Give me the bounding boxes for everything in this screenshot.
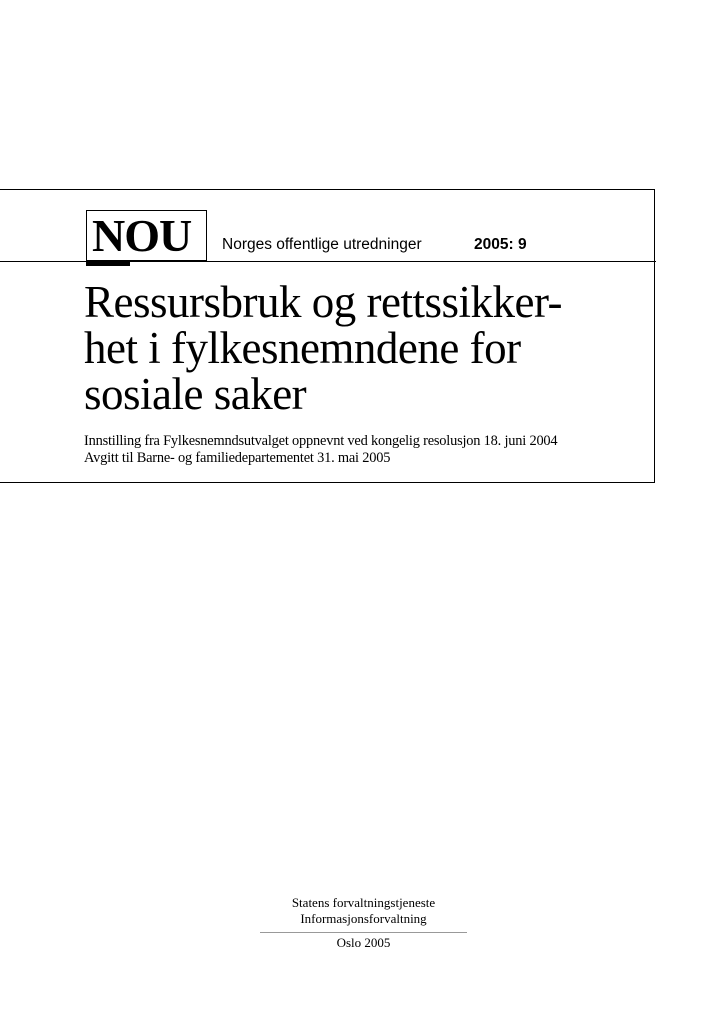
- title-line: sosiale saker: [84, 369, 307, 419]
- document-title: [84, 279, 649, 417]
- series-name: Norges offentlige utredninger: [222, 236, 422, 253]
- subtitle-line: Innstilling fra Fylkesnemndsutvalget oppnevnt ved kongelig resolusjon 18. juni 2004: [84, 433, 558, 449]
- title-line: Ressursbruk og rettssikker-: [84, 277, 563, 327]
- publisher-divider: [260, 932, 467, 933]
- publisher-line: Statens forvaltningstjeneste: [291, 895, 436, 910]
- nou-logo-text: NOU: [92, 210, 192, 261]
- title-line: het i fylkesnemndene for: [84, 323, 521, 373]
- document-subtitle: [84, 433, 557, 467]
- nou-logo-underline: [86, 261, 130, 266]
- publisher-line: Informasjonsforvaltning: [300, 911, 427, 926]
- series-number: 2005: 9: [474, 236, 527, 253]
- subtitle-line: Avgitt til Barne- og familiedepartementet 31. mai 2005: [84, 450, 391, 466]
- publication-place-year: Oslo 2005: [336, 935, 391, 950]
- nou-logo: [86, 210, 207, 261]
- publisher: [260, 895, 467, 927]
